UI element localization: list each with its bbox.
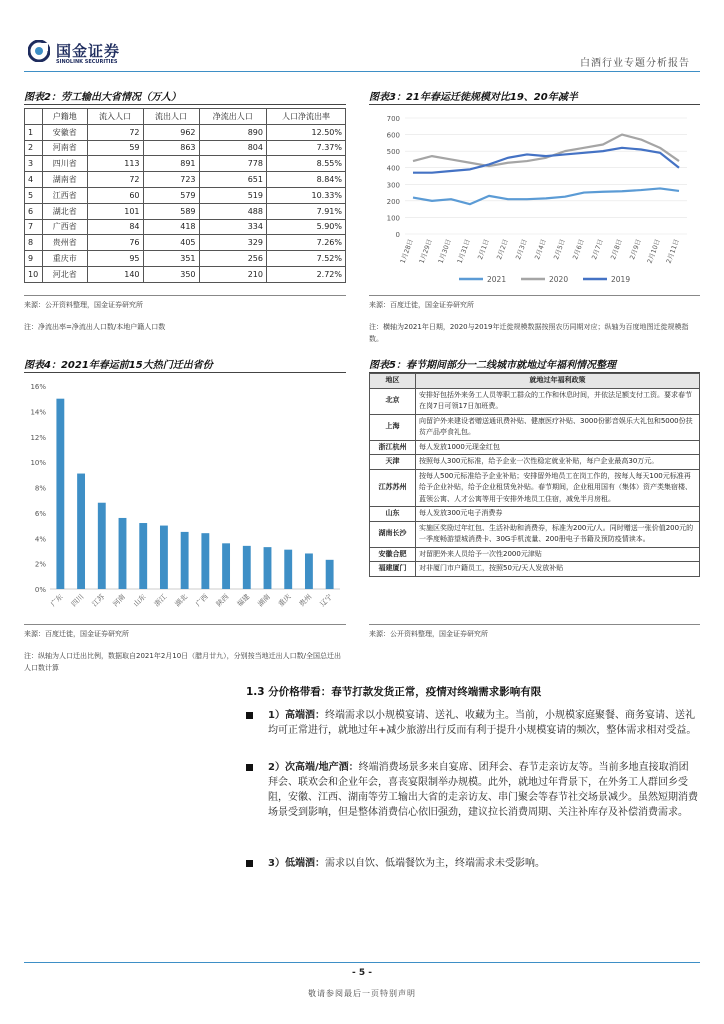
fig5-title: 图表5：春节期间部分一二线城市就地过年福利情况整理: [369, 360, 616, 371]
table-cell: 651: [199, 172, 266, 188]
table-row: [370, 414, 700, 440]
bar: [326, 560, 334, 589]
fig4-top-rule: [24, 372, 346, 373]
table-cell: 湖北省: [43, 203, 88, 219]
y-tick-label: 500: [386, 148, 400, 157]
table-cell: 12.50%: [267, 124, 346, 140]
fig5-table: [369, 373, 700, 577]
x-tick-label: 陕西: [214, 592, 231, 609]
bullet-high-end: [246, 708, 698, 738]
table-header-cell: [25, 109, 43, 125]
table-cell: 3: [25, 156, 43, 172]
y-tick-label: 600: [386, 131, 400, 140]
table-cell: 589: [143, 203, 199, 219]
bar: [98, 503, 106, 589]
policy-cell: 每人发放300元电子消费券: [416, 507, 700, 522]
fig3-top-rule: [369, 104, 700, 105]
fig2-table: [24, 108, 346, 283]
table-row: [25, 124, 346, 140]
table-cell: 256: [199, 251, 266, 267]
fig3-source: 来源：百度迁徙，国金证券研究所: [369, 301, 474, 309]
table-cell: 418: [143, 219, 199, 235]
area-cell: 福建厦门: [370, 562, 416, 577]
y-tick-label: 0: [395, 231, 400, 239]
table-cell: 7.37%: [267, 140, 346, 156]
x-tick-label: 1月30日: [436, 237, 453, 265]
table-cell: 4: [25, 172, 43, 188]
table-cell: 101: [87, 203, 143, 219]
x-tick-label: 2月8日: [609, 237, 624, 261]
bullet-text: 终端消费场景多来自宴席、团拜会、春节走亲访友等。当前多地直接取消团拜会、联欢会和企业年会，喜丧宴限制举办规模。此外，就地过年背景下，在外务工人群回乡受阻，安徽、江西、湖南等劳工输出大省的走亲访友、串门聚会等春节社交场景减少。虽然短期消费场景受到影响，但是整体消费信心依旧强劲，建议拉长消费周期、关注补库存及补偿消费需求。: [268, 762, 698, 818]
disclaimer-link: 敬请参阅最后一页特别声明: [308, 989, 416, 998]
x-tick-label: 四川: [69, 592, 86, 609]
table-cell: 四川省: [43, 156, 88, 172]
area-cell: 浙江杭州: [370, 440, 416, 455]
table-cell: 405: [143, 235, 199, 251]
bar: [56, 399, 64, 589]
policy-cell: 向留沪外来建设者赠送通讯费补贴、健康医疗补贴、3000份影音娱乐大礼包和5000份扶贫产品亭食礼包。: [416, 414, 700, 440]
table-cell: 350: [143, 266, 199, 282]
bar: [284, 550, 292, 589]
table-row: [25, 251, 346, 267]
report-title: 白酒行业专题分析报告: [580, 58, 690, 69]
table-row: [370, 455, 700, 470]
fig2-note: 注：净流出率=净流出人口数/本地户籍人口数: [24, 323, 166, 331]
x-tick-label: 1月31日: [455, 237, 472, 265]
table-cell: 579: [143, 187, 199, 203]
bar: [119, 518, 127, 589]
table-cell: 334: [199, 219, 266, 235]
area-cell: 天津: [370, 455, 416, 470]
table-cell: 河北省: [43, 266, 88, 282]
y-tick-label: 0%: [34, 586, 46, 594]
table-cell: 河南省: [43, 140, 88, 156]
bar: [305, 553, 313, 589]
table-cell: 广西省: [43, 219, 88, 235]
table-cell: 891: [143, 156, 199, 172]
table-cell: 7.26%: [267, 235, 346, 251]
page-header: [24, 30, 700, 70]
bullet-sub-high-end: [246, 760, 698, 820]
bullet-text: 终端需求以小规模宴请、送礼、收藏为主。当前，小规模家庭聚餐、商务宴请、送礼均可正常进行，就地过年+减少旅游出行反而有利于提升小规模宴请的频次，整体需求相对受益。: [268, 710, 697, 736]
table-cell: 江西省: [43, 187, 88, 203]
x-tick-label: 贵州: [297, 592, 314, 609]
table-header-cell: 人口净流出率: [267, 109, 346, 125]
table-cell: 1: [25, 124, 43, 140]
table-cell: 84: [87, 219, 143, 235]
table-cell: 72: [87, 172, 143, 188]
table-header-cell: 流出人口: [143, 109, 199, 125]
table-cell: 778: [199, 156, 266, 172]
area-cell: 安徽合肥: [370, 547, 416, 562]
y-tick-label: 12%: [30, 433, 46, 442]
table-cell: 59: [87, 140, 143, 156]
table-cell: 95: [87, 251, 143, 267]
table-row: [25, 235, 346, 251]
x-tick-label: 2月3日: [514, 237, 529, 261]
section-title: 1.3 分价格带看：春节打款发货正常，疫情对终端需求影响有限: [246, 686, 542, 698]
area-cell: 上海: [370, 414, 416, 440]
policy-column-header: 就地过年福利政策: [416, 374, 700, 389]
table-row: [25, 187, 346, 203]
company-name-en: SINOLINK SECURITIES: [56, 59, 118, 65]
bullet-text: 需求以自饮、低端餐饮为主，终端需求未受影响。: [324, 858, 545, 869]
x-tick-label: 2月1日: [476, 237, 491, 261]
header-divider: [24, 71, 700, 72]
x-tick-label: 2月11日: [664, 237, 681, 265]
bar: [160, 526, 168, 589]
x-tick-label: 湖北: [173, 592, 190, 609]
table-cell: 5.90%: [267, 219, 346, 235]
table-row: [25, 219, 346, 235]
fig4-title: 图表4：2021年春运前15大热门迁出省份: [24, 360, 213, 371]
x-tick-label: 福建: [235, 592, 252, 609]
table-row: [25, 266, 346, 282]
fig5-bottom-rule: [369, 624, 700, 625]
table-row: [370, 562, 700, 577]
x-tick-label: 2月2日: [495, 237, 510, 261]
table-cell: 351: [143, 251, 199, 267]
area-column-header: 地区: [370, 374, 416, 389]
table-row: [25, 140, 346, 156]
area-cell: 江苏苏州: [370, 469, 416, 507]
table-cell: 2.72%: [267, 266, 346, 282]
bar: [243, 546, 251, 589]
x-tick-label: 重庆: [277, 592, 293, 609]
table-header-cell: 户籍地: [43, 109, 88, 125]
table-cell: 重庆市: [43, 251, 88, 267]
fig2-bottom-rule: [24, 295, 346, 296]
bar: [77, 474, 85, 589]
fig5-table-body: [370, 388, 700, 576]
table-cell: 2: [25, 140, 43, 156]
y-tick-label: 2%: [34, 560, 46, 569]
legend-label: 2021: [487, 275, 507, 284]
table-cell: 60: [87, 187, 143, 203]
fig2-source: 来源：公开资料整理，国金证券研究所: [24, 301, 143, 309]
table-cell: 76: [87, 235, 143, 251]
table-cell: 5: [25, 187, 43, 203]
series-line-2021: [413, 188, 679, 204]
table-header-row: [370, 374, 700, 389]
y-tick-label: 100: [386, 214, 400, 223]
x-tick-label: 河南: [111, 592, 127, 609]
table-cell: 7.52%: [267, 251, 346, 267]
legend-label: 2019: [611, 275, 631, 284]
table-header-cell: 流入人口: [87, 109, 143, 125]
y-tick-label: 6%: [34, 509, 46, 518]
policy-cell: 对留肥外来人员给予一次性2000元津贴: [416, 547, 700, 562]
policy-cell: 对非厦门市户籍员工，按照50元/天人发放补贴: [416, 562, 700, 577]
y-tick-label: 8%: [34, 484, 46, 493]
x-tick-label: 浙江: [152, 592, 169, 609]
x-tick-label: 1月29日: [417, 237, 434, 265]
table-cell: 863: [143, 140, 199, 156]
table-row: [370, 547, 700, 562]
table-cell: 7.91%: [267, 203, 346, 219]
table-cell: 210: [199, 266, 266, 282]
area-cell: 山东: [370, 507, 416, 522]
table-cell: 890: [199, 124, 266, 140]
bullet-lead: 1）高端酒：: [268, 710, 325, 721]
table-cell: 10.33%: [267, 187, 346, 203]
table-row: [370, 440, 700, 455]
policy-cell: 按照每人300元标准，给予企业一次性稳定就业补贴，每户企业最高30万元。: [416, 455, 700, 470]
x-tick-label: 2月5日: [552, 237, 567, 261]
policy-cell: 按每人500元标准给予企业补贴；安排留外地员工在岗工作的，按每人每天100元标准再给予企业补贴，给予企业租赁免补贴。春节期间，企业租用国有（集体）资产类集宿楼、蓝领公寓、人才公寓等用于安排外地员工住宿，减免半月房租。: [416, 469, 700, 507]
table-cell: 962: [143, 124, 199, 140]
bar: [222, 543, 230, 589]
table-header-cell: 净流出人口: [199, 109, 266, 125]
table-cell: 8.55%: [267, 156, 346, 172]
fig3-note: 注：横轴为2021年日期，2020与2019年迁徙规模数据按照农历同期对应；纵轴为百度地图迁徙规模指数。: [369, 323, 689, 343]
table-row: [370, 507, 700, 522]
policy-cell: 实施区奖励过年红包、生活补助和消费券，标准为200元/人。同时赠送一张价值200元的一季度畅游望城消费卡、30G手机流量、200册电子书籍及预防疫情读本。: [416, 521, 700, 547]
table-row: [25, 203, 346, 219]
bar: [181, 532, 189, 589]
y-tick-label: 4%: [34, 535, 46, 544]
fig4-bar-chart: [24, 376, 346, 621]
table-cell: 804: [199, 140, 266, 156]
bullet-square-icon: [246, 764, 253, 771]
fig3-title: 图表3：21年春运迁徙规模对比19、20年减半: [369, 92, 578, 103]
table-cell: 113: [87, 156, 143, 172]
fig4-bottom-rule: [24, 624, 346, 625]
bar: [264, 547, 272, 589]
x-tick-label: 2月7日: [590, 237, 605, 261]
policy-cell: 每人发放1000元现金红包: [416, 440, 700, 455]
table-cell: 519: [199, 187, 266, 203]
fig2-table-body: [25, 124, 346, 282]
bullet-low-end: [246, 856, 698, 871]
table-cell: 723: [143, 172, 199, 188]
y-tick-label: 16%: [30, 383, 46, 391]
bullet-square-icon: [246, 860, 253, 867]
fig2-title: 图表2：劳工输出大省情况（万人）: [24, 92, 181, 103]
fig4-source: 来源：百度迁徙，国金证券研究所: [24, 630, 129, 638]
area-cell: 北京: [370, 388, 416, 414]
x-tick-label: 江苏: [90, 592, 107, 609]
company-name-cn: 国金证券: [56, 42, 121, 60]
x-tick-label: 山东: [132, 592, 148, 609]
table-row: [370, 388, 700, 414]
x-tick-label: 2月6日: [571, 237, 586, 261]
policy-cell: 安排好包括外来务工人员等职工群众的工作和休息时间，并依法足额支付工资。要求春节在岗7日可领17日加班费。: [416, 388, 700, 414]
x-tick-label: 2月10日: [645, 237, 662, 265]
table-cell: 72: [87, 124, 143, 140]
bullet-lead: 3）低端酒：: [268, 858, 325, 869]
legend-label: 2020: [549, 275, 569, 284]
table-cell: 9: [25, 251, 43, 267]
y-tick-label: 700: [386, 115, 400, 123]
table-row: [25, 172, 346, 188]
x-tick-label: 辽宁: [318, 592, 335, 609]
x-tick-label: 2月4日: [533, 237, 548, 261]
fig4-note: 注：纵轴为人口迁出比例，数据取自2021年2月10日（腊月廿九），分别按当地迁出人口数/全国总迁出人口数计算: [24, 652, 342, 672]
x-tick-label: 2月9日: [628, 237, 643, 261]
y-tick-label: 400: [386, 164, 400, 173]
table-cell: 6: [25, 203, 43, 219]
x-tick-label: 广西: [194, 592, 210, 609]
sinolink-logo-icon: [28, 40, 50, 62]
x-tick-label: 湖南: [256, 592, 272, 609]
bar: [139, 523, 147, 589]
table-cell: 8: [25, 235, 43, 251]
fig5-source: 来源：公开资料整理，国金证券研究所: [369, 630, 488, 638]
fig3-line-chart: [369, 108, 700, 294]
footer-divider: [24, 962, 700, 963]
table-row: [370, 521, 700, 547]
table-cell: 488: [199, 203, 266, 219]
table-header-row: [25, 109, 346, 125]
table-cell: 湖南省: [43, 172, 88, 188]
table-cell: 329: [199, 235, 266, 251]
table-cell: 7: [25, 219, 43, 235]
table-cell: 140: [87, 266, 143, 282]
x-tick-label: 1月28日: [398, 237, 415, 265]
y-tick-label: 300: [386, 181, 400, 190]
x-tick-label: 广东: [49, 592, 65, 609]
bar: [201, 533, 209, 589]
table-cell: 贵州省: [43, 235, 88, 251]
table-cell: 安徽省: [43, 124, 88, 140]
table-row: [370, 469, 700, 507]
fig2-top-rule: [24, 104, 346, 105]
bullet-square-icon: [246, 712, 253, 719]
table-row: [25, 156, 346, 172]
page-number: - 5 -: [352, 968, 372, 978]
y-tick-label: 10%: [30, 459, 46, 468]
y-tick-label: 14%: [30, 408, 46, 417]
table-cell: 8.84%: [267, 172, 346, 188]
y-tick-label: 200: [386, 197, 400, 206]
table-cell: 10: [25, 266, 43, 282]
fig3-bottom-rule: [369, 295, 700, 296]
bullet-lead: 2）次高端/地产酒：: [268, 762, 359, 773]
area-cell: 湖南长沙: [370, 521, 416, 547]
